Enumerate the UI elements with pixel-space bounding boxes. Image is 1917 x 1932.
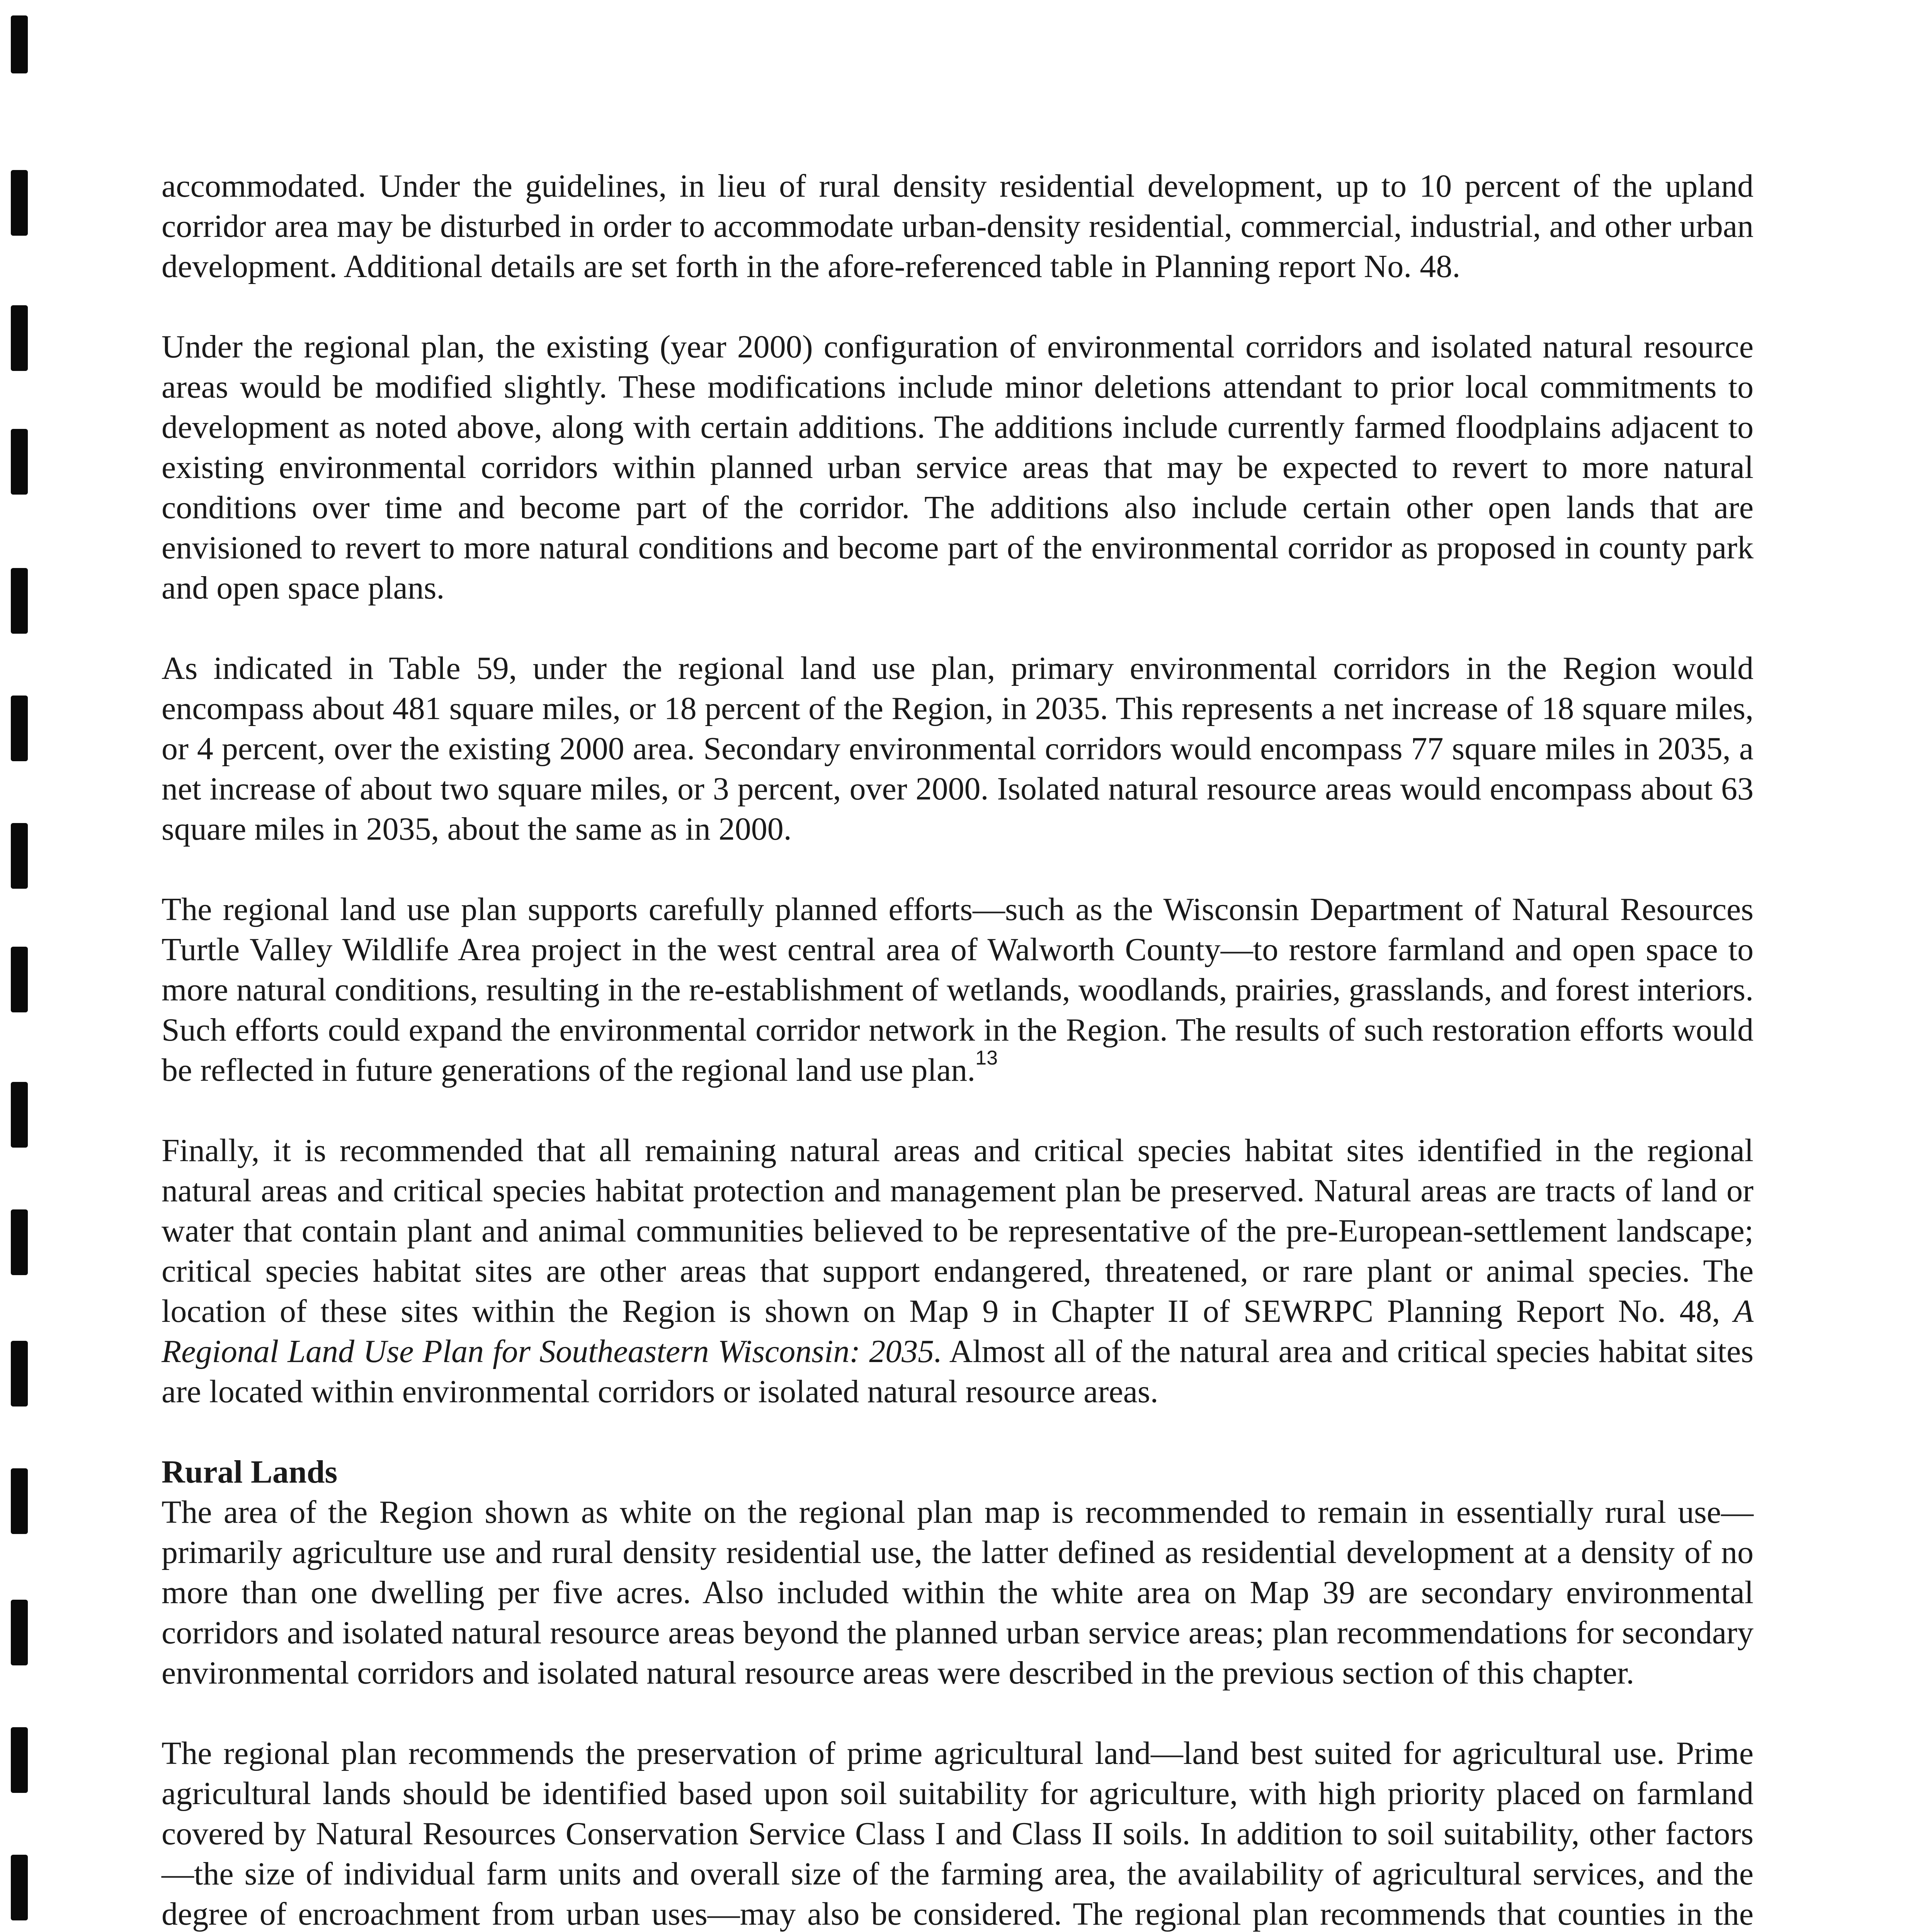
body-paragraph: As indicated in Table 59, under the regional land use plan, primary environmental corridors in the Region would encompass about 481 square miles, or 18 percent of the Region, in 2035. This represents a net increase of 18 square miles, or 4 percent, over the existing 2000 area. Secondary environmental corridors would encompass 77 square miles in 2035, a net increase of about two square miles, or 3 percent, over 2000. Isolated natural resource areas would encompass about 63 square miles in 2035, about the same as in 2000. [162, 650, 1754, 847]
body-paragraph: accommodated. Under the guidelines, in lieu of rural density residential development, up to 10 percent of the upland corridor area may be disturbed in order to accommodate urban-density residential, commercial, industrial, and other urban development. Additional details are set forth in the afore-referenced table in Planning report No. 48. [162, 168, 1754, 284]
paragraph-text: Almost all of the natural area and critical species habitat sites are located within environmental corridors or isolated natural resource areas. [162, 1333, 1754, 1410]
paragraph-text: The regional land use plan supports carefully planned efforts—such as the Wisconsin Department of Natural Resources Turtle Valley Wildlife Area project in the west central area of Walworth County—to restore farmland and open space to more natural conditions, resulting in the re-establishment of wetlands, woodlands, prairies, grasslands, and forest interiors. Such efforts could expand the environmental corridor network in the Region. The results of such restoration efforts would be reflected in future generations of the regional land use plan. [162, 891, 1754, 1088]
footnote-reference[interactable]: 13 [975, 1047, 998, 1069]
binding-mark [11, 429, 28, 495]
binding-mark [11, 305, 28, 371]
binding-mark [11, 947, 28, 1012]
body-paragraph: The regional plan recommends the preservation of prime agricultural land—land best suited for agricultural use. Prime agricultural lands should be identified based upon soil suitability for agriculture, with high priority placed on farmland covered by Natural Resources Conservation Service Class I and Class II soils. In addition to soil suitability, other factors—the size of individual farm units and overall size of the farming area, the availability of agricultural services, and the degree of encroachment from urban uses—may also be considered. The regional plan recommends that counties in the [162, 1735, 1754, 1932]
page-body [162, 166, 1754, 1932]
binding-mark [11, 1600, 28, 1665]
binding-mark [11, 15, 28, 73]
binding-mark [11, 696, 28, 761]
binding-mark [11, 823, 28, 889]
binding-mark [11, 1468, 28, 1534]
body-paragraph [162, 1131, 1754, 1412]
report-title: A Regional Land Use Plan for Southeastern Wisconsin: 2035. [162, 1293, 1754, 1369]
binding-mark [11, 1855, 28, 1920]
binding-mark [11, 1727, 28, 1793]
paragraph-text: Finally, it is recommended that all remaining natural areas and critical species habitat sites identified in the regional natural areas and critical species habitat protection and management plan be preserved. Natural areas are tracts of land or water that contain plant and animal communities believed to be representative of the pre-European-settlement landscape; critical species habitat sites are other areas that support endangered, threatened, or rare plant or animal species. The location of these sites within the Region is shown on Map 9 in Chapter II of SEWRPC Planning Report No. 48, [162, 1133, 1754, 1329]
binding-mark [11, 1209, 28, 1275]
binding-mark [11, 568, 28, 634]
body-paragraph: The area of the Region shown as white on the regional plan map is recommended to remain in essentially rural use—primarily agriculture use and rural density residential use, the latter defined as residential development at a density of no more than one dwelling per five acres. Also included within the white area on Map 39 are secondary environmental corridors and isolated natural resource areas beyond the planned urban service areas; plan recommendations for secondary environmental corridors and isolated natural resource areas were described in the previous section of this chapter. [162, 1494, 1754, 1691]
binding-marks [0, 0, 62, 1932]
binding-mark [11, 1082, 28, 1148]
binding-mark [11, 1341, 28, 1406]
body-paragraph: Under the regional plan, the existing (year 2000) configuration of environmental corridors and isolated natural resource areas would be modified slightly. These modifications include minor deletions attendant to prior local commitments to development as noted above, along with certain additions. The additions include currently farmed floodplains adjacent to existing environmental corridors within planned urban service areas that may be expected to revert to more natural conditions over time and become part of the corridor. The additions also include certain other open lands that are envisioned to revert to more natural conditions and become part of the environmental corridor as proposed in county park and open space plans. [162, 329, 1754, 606]
binding-mark [11, 170, 28, 236]
section-heading: Rural Lands [162, 1454, 338, 1490]
body-paragraph [162, 889, 1754, 1090]
